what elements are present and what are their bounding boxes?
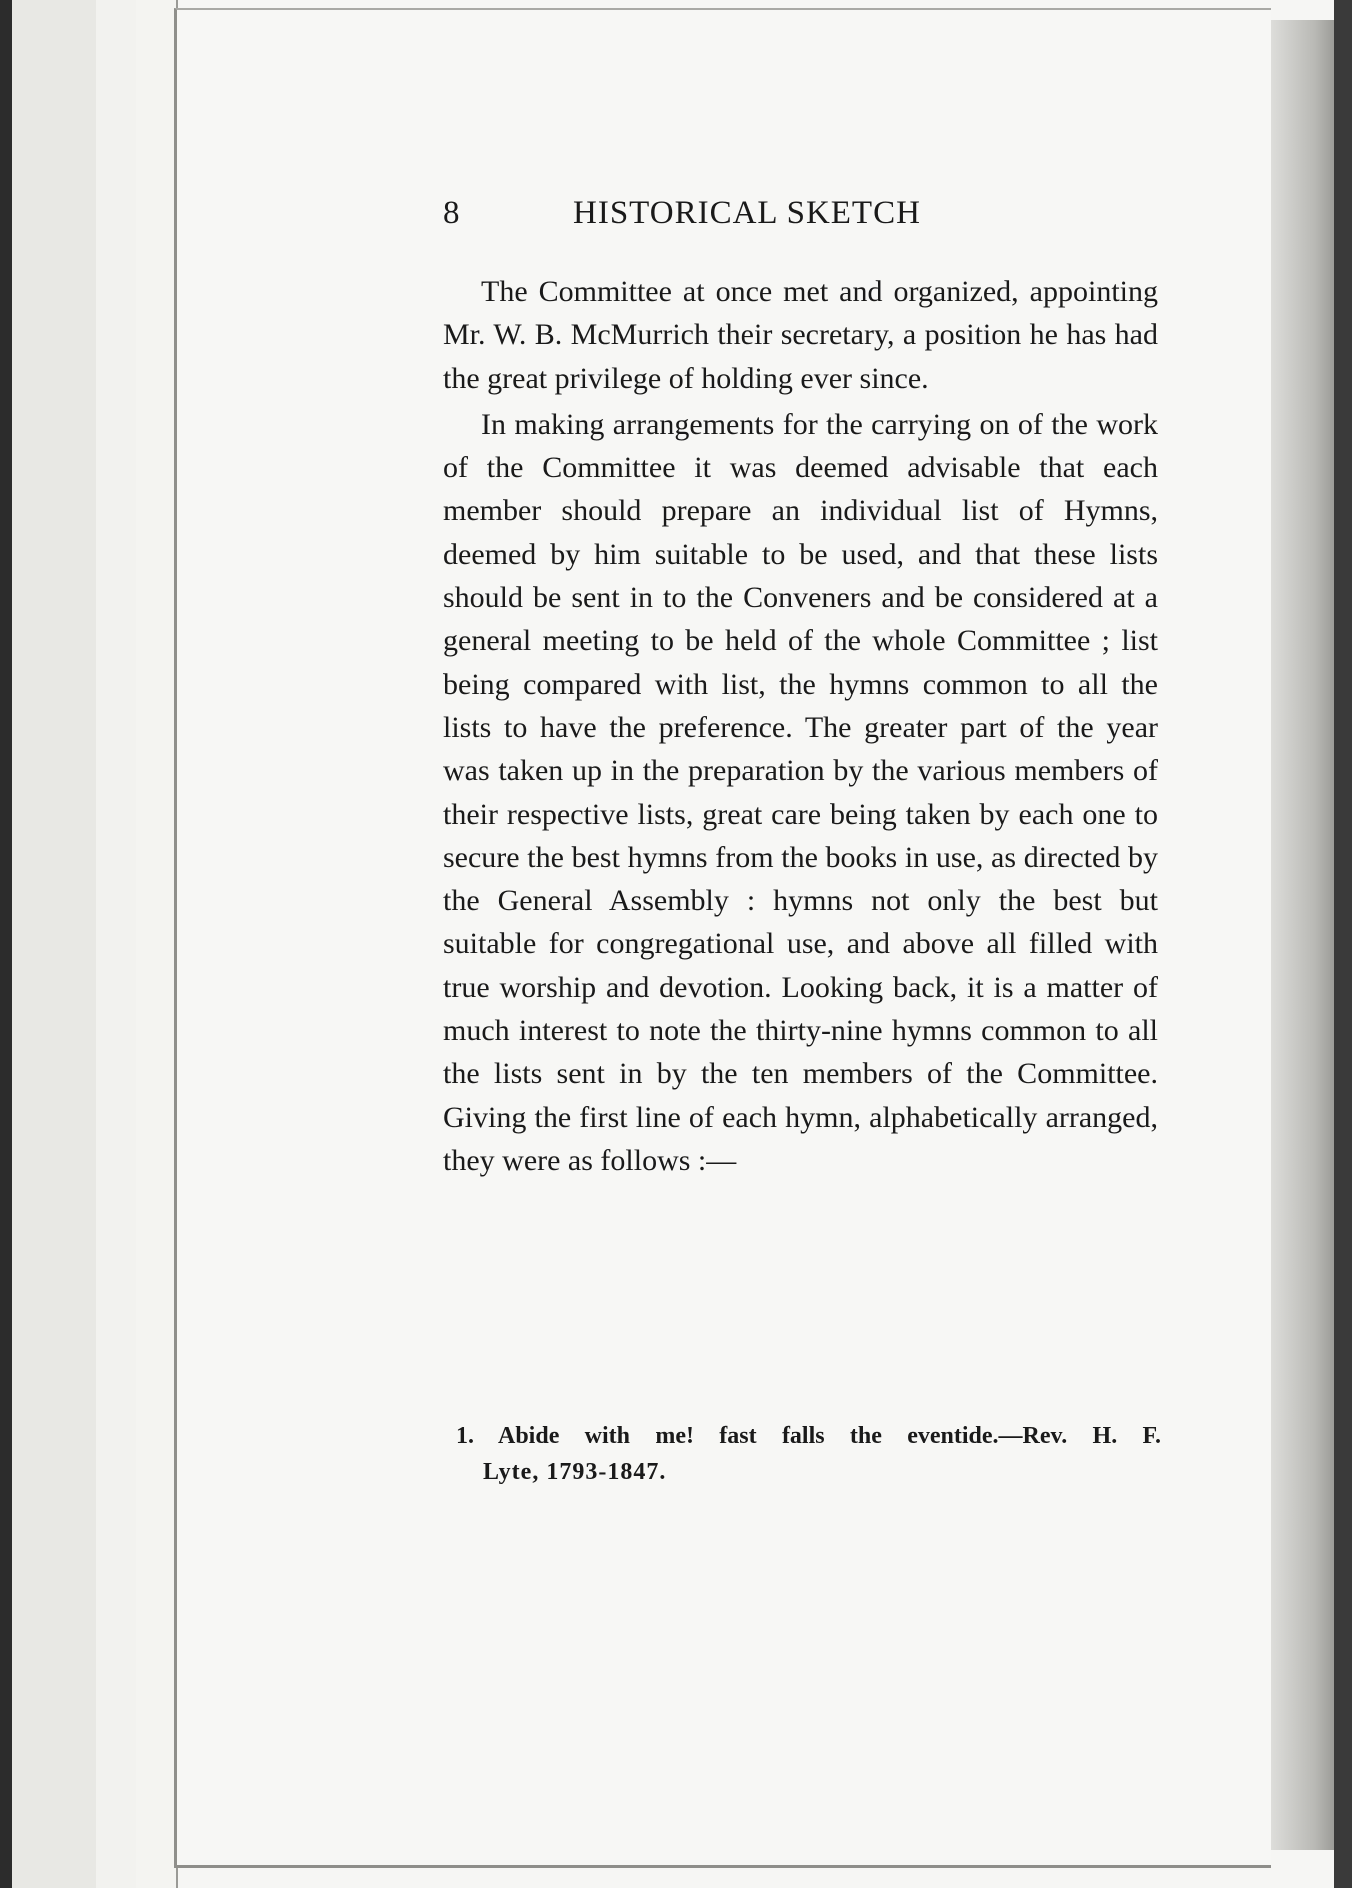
- page-number: 8: [443, 195, 460, 231]
- running-head: [443, 195, 1008, 247]
- paragraph: The Committee at once met and organized, appointing Mr. W. B. McMurrich their secretary, a position he has had the great privilege of holding ever since.: [443, 275, 1158, 395]
- body-text: [443, 270, 1158, 1182]
- hymn-entry-line: 1. Abide with me! fast falls the eventide.—Rev. H. F.: [456, 1423, 1161, 1449]
- hymn-entry-author: Lyte, 1793-1847.: [483, 1459, 667, 1485]
- scan-right-edge: [1334, 0, 1352, 1888]
- gutter-shadow: [1270, 20, 1334, 1850]
- paragraph: In making arrangements for the carrying on of the work of the Committee it was deemed advisable that each member should prepare an individual list of Hymns, deemed by him suitable to be used, and that these lists should be sent in to the Conveners and be considered at a general meeting to be held of the whole Committee ; list being compared with list, the hymns common to all the lists to have the preference. The greater part of the year was taken up in the preparation by the various members of their respective lists, great care being taken by each one to secure the best hymns from the books in use, as directed by the General Assembly : hymns not only the best but suitable for congregational use, and above all filled with true worship and devotion. Looking back, it is a matter of much interest to note the thirty-nine hymns common to all the lists sent in by the ten members of the Committee. Giving the first line of each hymn, alphabetically arranged, they were as follows :—: [443, 407, 1158, 1177]
- page-stack-edge: [136, 0, 178, 1888]
- hymn-list-entry: [456, 1418, 1161, 1490]
- page-title: HISTORICAL SKETCH: [573, 195, 921, 231]
- scan-left-edge: [0, 0, 12, 1888]
